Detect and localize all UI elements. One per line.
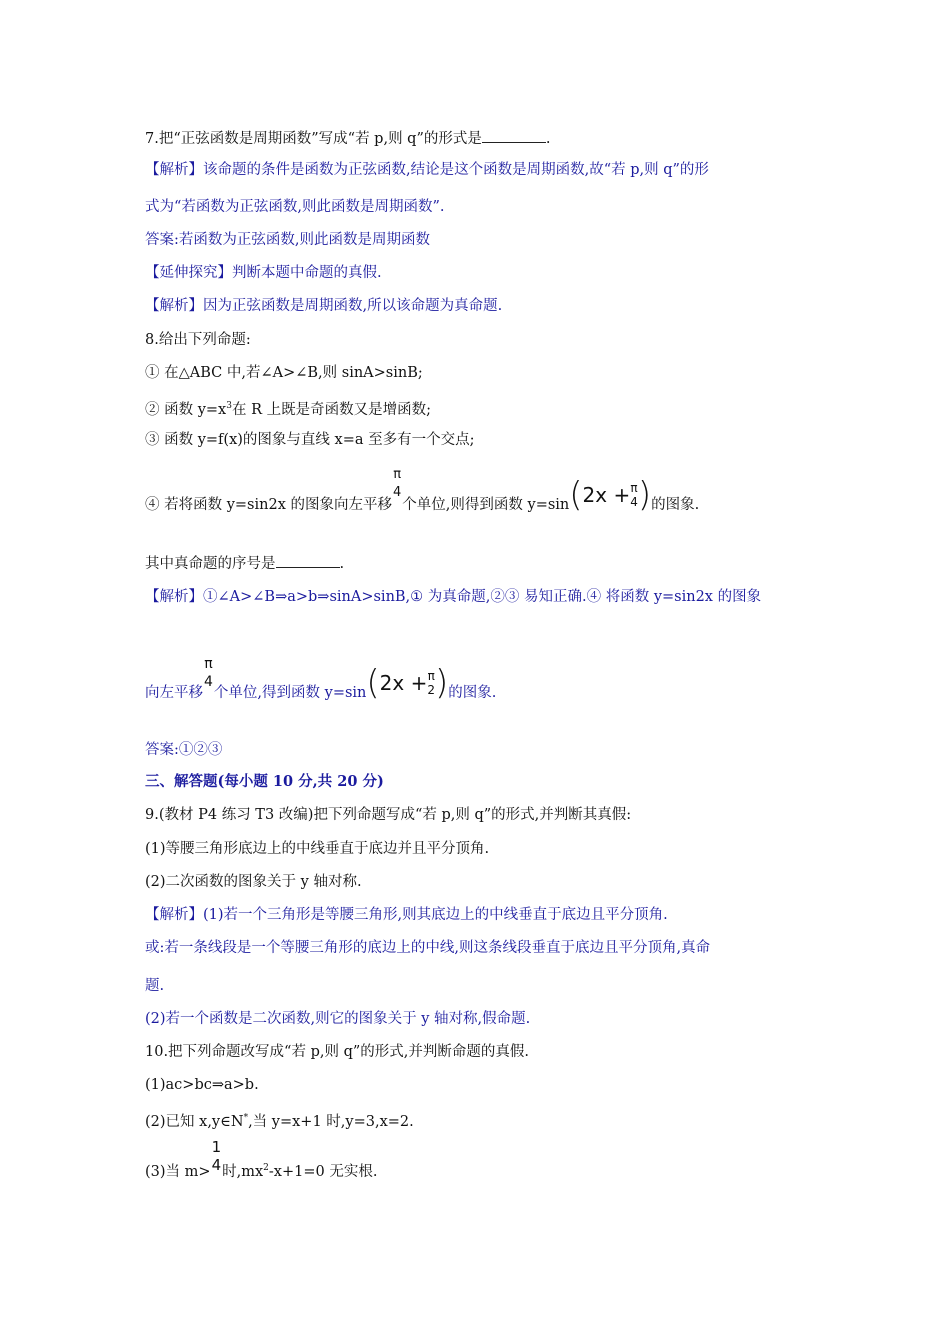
- expression-fraction: [427, 669, 435, 697]
- q7-answer-text: 答案:若函数为正弦函数,则此函数是周期函数: [145, 232, 430, 248]
- right-paren: ): [637, 475, 652, 515]
- expression-main: 2x +: [582, 483, 631, 507]
- q9-analysis-text-4: (2)若一个函数是二次函数,则它的图象关于 y 轴对称,假命题.: [145, 1011, 531, 1027]
- q9-analysis-text-3: 题.: [145, 978, 165, 994]
- q10-item-3: [145, 1138, 825, 1186]
- q7-extend-text: 判断本题中命题的真假.: [232, 265, 382, 281]
- expression-fraction: [630, 481, 638, 509]
- q7-extend-analysis: [145, 296, 825, 316]
- q10-item-2-text-b: ,当 y=x+1 时,y=3,x=2.: [248, 1113, 414, 1130]
- q10-item-2-text-a: (2)已知 x,y∈N: [145, 1113, 244, 1130]
- q8-item-3-text: ③ 函数 y=f(x)的图象与直线 x=a 至多有一个交点;: [145, 432, 475, 448]
- fraction-numerator: π: [427, 669, 435, 683]
- q8-analysis-text-1: ①∠A>∠B⇒a>b⇒sinA>sinB,① 为真命题,②③ 易知正确.④ 将函数 y=sin2x 的图象: [203, 589, 762, 605]
- q8-item-3: [145, 430, 825, 450]
- q8-item-2: [145, 396, 825, 420]
- q7-extend-analysis-text: 因为正弦函数是周期函数,所以该命题为真命题.: [203, 298, 503, 314]
- q8-item-2-text-a: ② 函数 y=x: [145, 401, 227, 418]
- q10-stem-text: 10.把下列命题改写成“若 p,则 q”的形式,并判断命题的真假.: [145, 1044, 529, 1060]
- q8-answer-blank: [276, 553, 340, 568]
- q10-item-3-text-c: -x+1=0 无实根.: [268, 1164, 378, 1180]
- q8-answer: [145, 740, 825, 760]
- fraction-numerator: π: [204, 656, 213, 672]
- q8-analysis-2-text-a: 向左平移: [145, 685, 203, 701]
- q8-analysis-2-text-c: 的图象.: [448, 685, 497, 701]
- q7-analysis-text-1: 该命题的条件是函数为正弦函数,结论是这个函数是周期函数,故“若 p,则 q”的形: [203, 162, 709, 178]
- q10-item-2: [145, 1108, 825, 1132]
- q9-analysis-text-2: 或:若一条线段是一个等腰三角形的底边上的中线,则这条线段垂直于底边且平分顶角,真命: [145, 940, 711, 956]
- q7-stem-end: .: [545, 131, 551, 147]
- fraction-denominator: 4: [211, 1156, 222, 1174]
- q7-analysis-line-2: [145, 197, 825, 217]
- q10-stem: [145, 1042, 825, 1062]
- fraction-numerator: 1: [211, 1138, 222, 1156]
- q7-answer-blank: [482, 128, 546, 143]
- q7-extend-analysis-tag: 【解析】: [145, 298, 203, 314]
- q9-stem-text: 9.(教材 P4 练习 T3 改编)把下列命题写成“若 p,则 q”的形式,并判断其真假:: [145, 807, 632, 823]
- q8-analysis-2-expression: [366, 657, 448, 709]
- q9-analysis-text-1: (1)若一个三角形是等腰三角形,则其底边上的中线垂直于底边且平分顶角.: [203, 907, 668, 923]
- q7-extend-tag: 【延伸探究】: [145, 265, 232, 281]
- q9-analysis-line-4: [145, 1009, 825, 1029]
- q7-analysis-line-1: [145, 160, 825, 180]
- section-3-title: [145, 772, 825, 792]
- left-paren: (: [569, 475, 583, 515]
- q9-item-1: [145, 839, 825, 859]
- right-paren: ): [435, 663, 449, 703]
- q7-extend: [145, 263, 825, 283]
- fraction-numerator: π: [393, 467, 402, 482]
- q8-question-end: .: [339, 556, 345, 572]
- q8-analysis-line-2: [145, 655, 825, 707]
- q9-item-1-text: (1)等腰三角形底边上的中线垂直于底边并且平分顶角.: [145, 841, 490, 857]
- fraction-numerator: π: [630, 481, 638, 495]
- q8-item-4-text-a: ④ 若将函数 y=sin2x 的图象向左平移: [145, 497, 392, 513]
- q8-item-4-text-c: 的图象.: [651, 497, 700, 513]
- q10-item-3-fraction: [212, 1138, 222, 1174]
- q10-item-3-text-b: 时,mx: [222, 1164, 264, 1180]
- q7-analysis-text-2: 式为“若函数为正弦函数,则此函数是周期函数”.: [145, 199, 445, 215]
- expression-main: 2x +: [379, 671, 428, 695]
- q10-item-3-sup: 2: [263, 1163, 269, 1173]
- fraction-denominator: 4: [204, 674, 213, 690]
- q7-answer: [145, 230, 825, 250]
- q8-item-4: [145, 466, 825, 520]
- q8-analysis-tag: 【解析】: [145, 589, 203, 605]
- q8-analysis-2-text-b: 个单位,得到函数 y=sin: [213, 685, 367, 701]
- fraction-denominator: 2: [427, 683, 435, 697]
- q9-analysis-tag: 【解析】: [145, 907, 203, 923]
- q7-stem: [145, 128, 825, 149]
- q8-analysis-line-1: [145, 587, 825, 607]
- q8-item-4-expression: [569, 468, 651, 522]
- q8-item-1-text: ① 在△ABC 中,若∠A>∠B,则 sinA>sinB;: [145, 365, 423, 381]
- q7-analysis-tag: 【解析】: [145, 162, 203, 178]
- q8-question: [145, 553, 825, 574]
- q9-item-2-text: (2)二次函数的图象关于 y 轴对称.: [145, 874, 362, 890]
- q9-stem: [145, 805, 825, 825]
- q9-item-2: [145, 872, 825, 892]
- q9-analysis-line-2: [145, 938, 825, 958]
- q8-item-1: [145, 363, 825, 383]
- fraction-denominator: 4: [630, 495, 638, 509]
- q9-analysis-line-1: [145, 905, 825, 925]
- q8-question-text: 其中真命题的序号是: [145, 556, 276, 572]
- q8-item-2-sup: 3: [226, 401, 232, 411]
- q10-item-1: [145, 1075, 825, 1095]
- q8-stem-text: 8.给出下列命题:: [145, 332, 251, 348]
- q8-stem: [145, 330, 825, 350]
- q10-item-2-sup: *: [243, 1113, 249, 1123]
- fraction-denominator: 4: [393, 485, 402, 500]
- q8-item-4-fraction: [393, 466, 401, 502]
- q8-item-2-text-b: 在 R 上既是奇函数又是增函数;: [231, 401, 432, 418]
- q9-analysis-line-3: [145, 976, 825, 996]
- left-paren: (: [366, 663, 380, 703]
- q8-item-4-text-b: 个单位,则得到函数 y=sin: [402, 497, 570, 513]
- q10-item-3-text-a: (3)当 m>: [145, 1164, 211, 1180]
- q7-stem-text: 7.把“正弦函数是周期函数”写成“若 p,则 q”的形式是: [145, 131, 482, 147]
- q10-item-1-text: (1)ac>bc⇒a>b.: [145, 1077, 259, 1093]
- section-3-title-text: 三、解答题(每小题 10 分,共 20 分): [145, 773, 384, 790]
- q8-answer-text: 答案:①②③: [145, 742, 223, 758]
- q8-analysis-2-fraction: [204, 655, 213, 691]
